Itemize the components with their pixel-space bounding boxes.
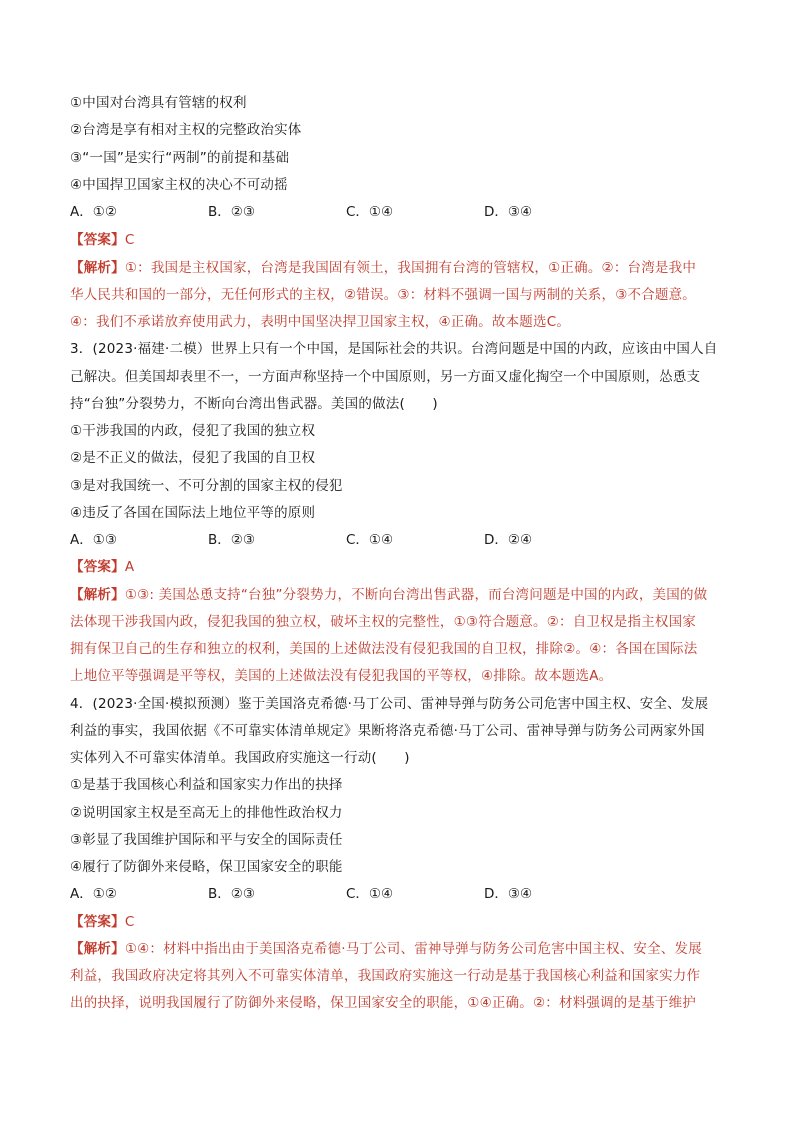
q4-choice-b: B．②③ — [208, 886, 255, 902]
q4-explanation-line-3: 出的抉择，说明我国履行了防御外来侵略，保卫国家安全的职能，①④正确。②：材料强调的是基于维护 — [70, 995, 697, 1011]
q2-choices — [70, 202, 532, 222]
q3-stem-line-2: 己解决。但美国却表里不一，一方面声称坚持一个中国原则，另一方面又虚化掏空一个中国原则，怂恿支 — [70, 369, 701, 385]
q2-item-2: ②台湾是享有相对主权的完整政治实体 — [70, 122, 302, 138]
q2-explanation-line-3: ④：我们不承诺放弃使用武力，表明中国坚决捍卫国家主权，④正确。故本题选C。 — [70, 314, 571, 330]
answer-value: C — [124, 914, 135, 930]
q3-item-1: ①干涉我国的内政，侵犯了我国的独立权 — [70, 423, 316, 439]
explanation-tag: 【解析】 — [70, 587, 125, 603]
explanation-tag: 【解析】 — [70, 941, 125, 957]
q3-item-2: ②是不正义的做法，侵犯了我国的自卫权 — [70, 450, 316, 466]
explanation-text: ①④：材料中指出由于美国洛克希德·马丁公司、雷神导弹与防务公司危害中国主权、安全、发展 — [124, 941, 702, 957]
q3-item-3: ③是对我国统一、不可分割的国家主权的侵犯 — [70, 478, 343, 494]
q3-choice-c: C．①④ — [346, 532, 394, 548]
q2-item-4: ④中国捍卫国家主权的决心不可动摇 — [70, 177, 288, 193]
answer-value: C — [124, 232, 135, 248]
q2-explanation-line-2: 华人民共和国的一部分，无任何形式的主权，②错误。③：材料不强调一国与两制的关系，③不合题意。 — [70, 287, 697, 303]
q4-stem-line-1: 4．(2023·全国·模拟预测）鉴于美国洛克希德·马丁公司、雷神导弹与防务公司危害中国主权、安全、发展 — [70, 696, 709, 712]
q2-choice-b: B．②③ — [208, 204, 255, 220]
q3-explanation-line-3: 拥有保卫自己的生存和独立的权利，美国的上述做法没有侵犯我国的自卫权，排除②。④：各国在国际法 — [70, 641, 698, 657]
q4-choices — [70, 884, 532, 904]
answer-value: A — [124, 559, 135, 575]
q4-choice-c: C．①④ — [346, 886, 394, 902]
explanation-tag: 【解析】 — [70, 260, 125, 276]
q4-choice-d: D．③④ — [484, 886, 533, 902]
answer-tag: 【答案】 — [70, 232, 125, 248]
q3-choice-a: A．①③ — [70, 532, 117, 548]
answer-tag: 【答案】 — [70, 559, 125, 575]
q4-explanation-line-1 — [70, 939, 702, 959]
q4-item-1: ①是基于我国核心利益和国家实力作出的抉择 — [70, 777, 343, 793]
q3-explanation-line-1 — [70, 585, 707, 605]
q2-choice-d: D．③④ — [484, 204, 533, 220]
q3-stem-line-1: 3．(2023·福建·二模）世界上只有一个中国，是国际社会的共识。台湾问题是中国的内政，应该由中国人自 — [70, 341, 718, 357]
answer-tag: 【答案】 — [70, 914, 125, 930]
q4-item-2: ②说明国家主权是至高无上的排他性政治权力 — [70, 805, 343, 821]
q3-choice-d: D．②④ — [484, 532, 533, 548]
q3-item-4: ④违反了各国在国际法上地位平等的原则 — [70, 505, 316, 521]
q2-choice-c: C．①④ — [346, 204, 394, 220]
q4-item-3: ③彰显了我国维护国际和平与安全的国际责任 — [70, 832, 343, 848]
q3-choices — [70, 530, 532, 550]
q3-explanation-line-2: 法体现干涉我国内政，侵犯我国的独立权，破坏主权的完整性，①③符合题意。②：自卫权是指主权国家 — [70, 614, 697, 630]
q3-explanation-line-4: 上地位平等强调是平等权，美国的上述做法没有侵犯我国的平等权，④排除。故本题选A。 — [70, 668, 613, 684]
q4-item-4: ④履行了防御外来侵略，保卫国家安全的职能 — [70, 859, 343, 875]
q3-stem-line-3: 持“台独”分裂势力，不断向台湾出售武器。美国的做法( ) — [70, 396, 438, 412]
q4-explanation-line-2: 利益，我国政府决定将其列入不可靠实体清单，我国政府实施这一行动是基于我国核心利益和国家实力作 — [70, 968, 701, 984]
q2-answer — [70, 230, 134, 250]
q4-stem-line-3: 实体列入不可靠实体清单。我国政府实施这一行动( ) — [70, 750, 410, 766]
q2-choice-a: A．①② — [70, 204, 117, 220]
q4-choice-a: A．①② — [70, 886, 117, 902]
q2-explanation-line-1 — [70, 258, 696, 278]
q2-item-1: ①中国对台湾具有管辖的权利 — [70, 95, 247, 111]
q3-choice-b: B．②③ — [208, 532, 255, 548]
q2-item-3: ③“一国”是实行“两制”的前提和基础 — [70, 150, 290, 166]
explanation-text: ①③: 美国怂恿支持“台独”分裂势力，不断向台湾出售武器，而台湾问题是中国的内政，美国的做 — [124, 587, 708, 603]
q3-answer — [70, 557, 134, 577]
explanation-text: ①：我国是主权国家，台湾是我国固有领土，我国拥有台湾的管辖权，①正确。②：台湾是我中 — [124, 260, 697, 276]
q4-stem-line-2: 利益的事实，我国依据《不可靠实体清单规定》果断将洛克希德·马丁公司、雷神导弹与防务公司两家外国 — [70, 723, 705, 739]
q4-answer — [70, 912, 134, 932]
